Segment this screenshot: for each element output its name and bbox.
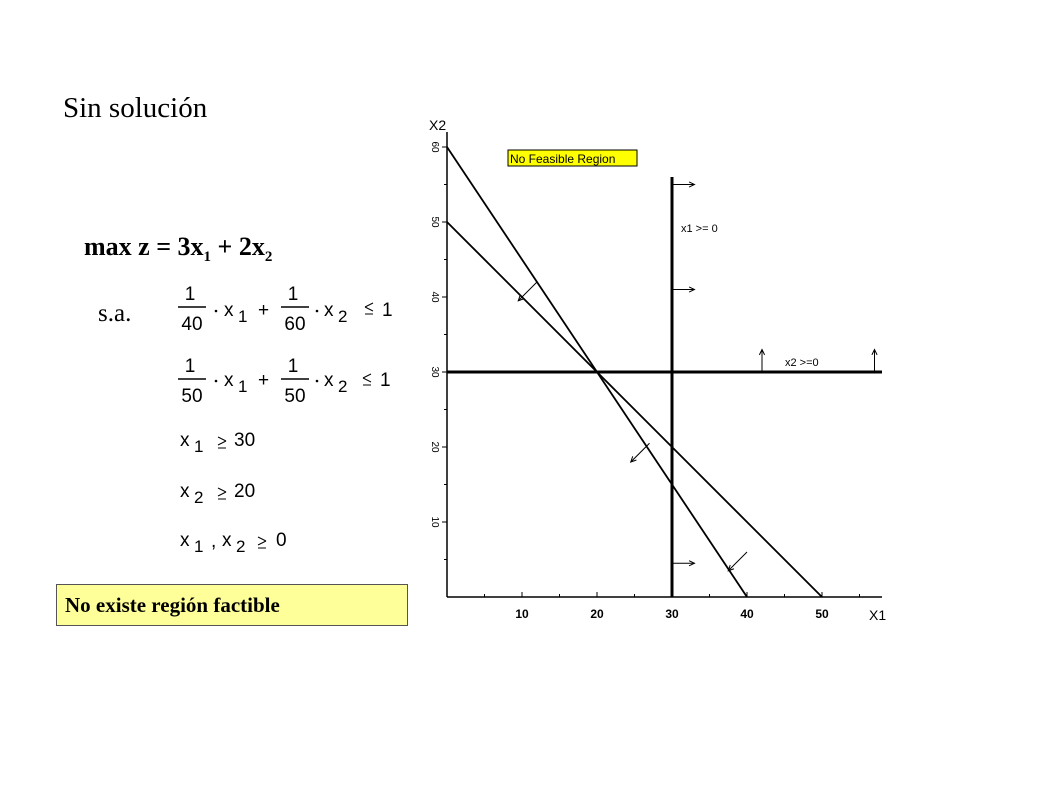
c5-sub-1: 1 <box>194 537 204 556</box>
constraints-block <box>150 270 400 560</box>
c1-var-2: x <box>324 300 334 321</box>
constraint-line <box>447 222 822 597</box>
constraint-2 <box>178 356 391 407</box>
c3-var: x <box>180 430 190 451</box>
c5-comma: , <box>211 531 217 552</box>
c1-numerator-1: 1 <box>184 284 196 305</box>
c1-dot-2 <box>316 310 319 313</box>
constraint-1 <box>178 284 393 335</box>
x-tick-label: 10 <box>515 607 529 621</box>
c2-sub-1: 1 <box>238 377 248 396</box>
c1-var-1: x <box>224 300 234 321</box>
c2-sub-2: 2 <box>338 377 348 396</box>
y-axis-label: X2 <box>429 117 447 133</box>
c1-dot-1 <box>215 310 218 313</box>
x-tick-label: 30 <box>665 607 679 621</box>
chart-title: No Feasible Region <box>510 152 616 166</box>
c3-rhs: 30 <box>234 430 256 451</box>
c5-var-2: x <box>222 530 232 551</box>
y-tick-label: 60 <box>429 141 440 153</box>
subject-to-label: s.a. <box>98 300 132 327</box>
objective-sub-2: 2 <box>264 249 273 266</box>
c1-sub-1: 1 <box>238 307 248 326</box>
c2-dot-1 <box>215 380 218 383</box>
c3-geq-symbol <box>218 437 226 448</box>
y-tick-label: 30 <box>429 366 440 378</box>
c1-sub-2: 2 <box>338 307 348 326</box>
c2-denominator-1: 50 <box>181 386 203 407</box>
c2-rhs: 1 <box>380 370 391 391</box>
constraint-5 <box>180 530 287 556</box>
c4-sub: 2 <box>194 488 204 507</box>
c4-rhs: 20 <box>234 481 256 502</box>
c2-leq-symbol <box>363 374 371 385</box>
objective-sub-1: 1 <box>203 249 212 266</box>
c5-var-1: x <box>180 530 190 551</box>
c1-plus: + <box>258 300 270 321</box>
x-tick-label: 20 <box>590 607 604 621</box>
c2-denominator-2: 50 <box>284 386 306 407</box>
objective-function <box>84 232 272 266</box>
x-tick-label: 50 <box>815 607 829 621</box>
c2-var-2: x <box>324 370 334 391</box>
constraint-4 <box>180 481 255 507</box>
c5-sub-2: 2 <box>236 537 246 556</box>
constraint-3 <box>180 430 255 456</box>
y-tick-label: 40 <box>429 291 440 303</box>
c1-denominator-1: 40 <box>181 314 203 335</box>
x2-constraint-label: x2 >=0 <box>785 357 819 369</box>
c5-geq-symbol <box>258 537 266 548</box>
c2-numerator-2: 1 <box>287 356 299 377</box>
c4-geq-symbol <box>218 488 226 499</box>
x-axis-label: X1 <box>869 607 887 623</box>
y-tick-label: 50 <box>429 216 440 228</box>
feasibility-chart <box>405 110 905 630</box>
direction-arrow <box>631 443 650 462</box>
objective-mid: + 2x <box>211 232 265 261</box>
c1-rhs: 1 <box>382 300 393 321</box>
c3-sub: 1 <box>194 437 204 456</box>
x-tick-label: 40 <box>740 607 754 621</box>
y-tick-label: 20 <box>429 441 440 453</box>
c2-var-1: x <box>224 370 234 391</box>
direction-arrow <box>518 282 537 301</box>
slide-title: Sin solución <box>63 92 208 124</box>
c1-denominator-2: 60 <box>284 314 306 335</box>
direction-arrow <box>728 552 747 571</box>
c1-numerator-2: 1 <box>287 284 299 305</box>
c5-rhs: 0 <box>276 530 287 551</box>
no-feasible-region-note: No existe región factible <box>56 584 408 626</box>
c2-numerator-1: 1 <box>184 356 196 377</box>
c4-var: x <box>180 481 190 502</box>
c2-plus: + <box>258 370 270 391</box>
y-tick-label: 10 <box>429 516 440 528</box>
objective-prefix: max z = 3x <box>84 232 204 261</box>
c1-leq-symbol <box>365 303 373 314</box>
c2-dot-2 <box>316 380 319 383</box>
x1-constraint-label: x1 >= 0 <box>681 223 718 235</box>
